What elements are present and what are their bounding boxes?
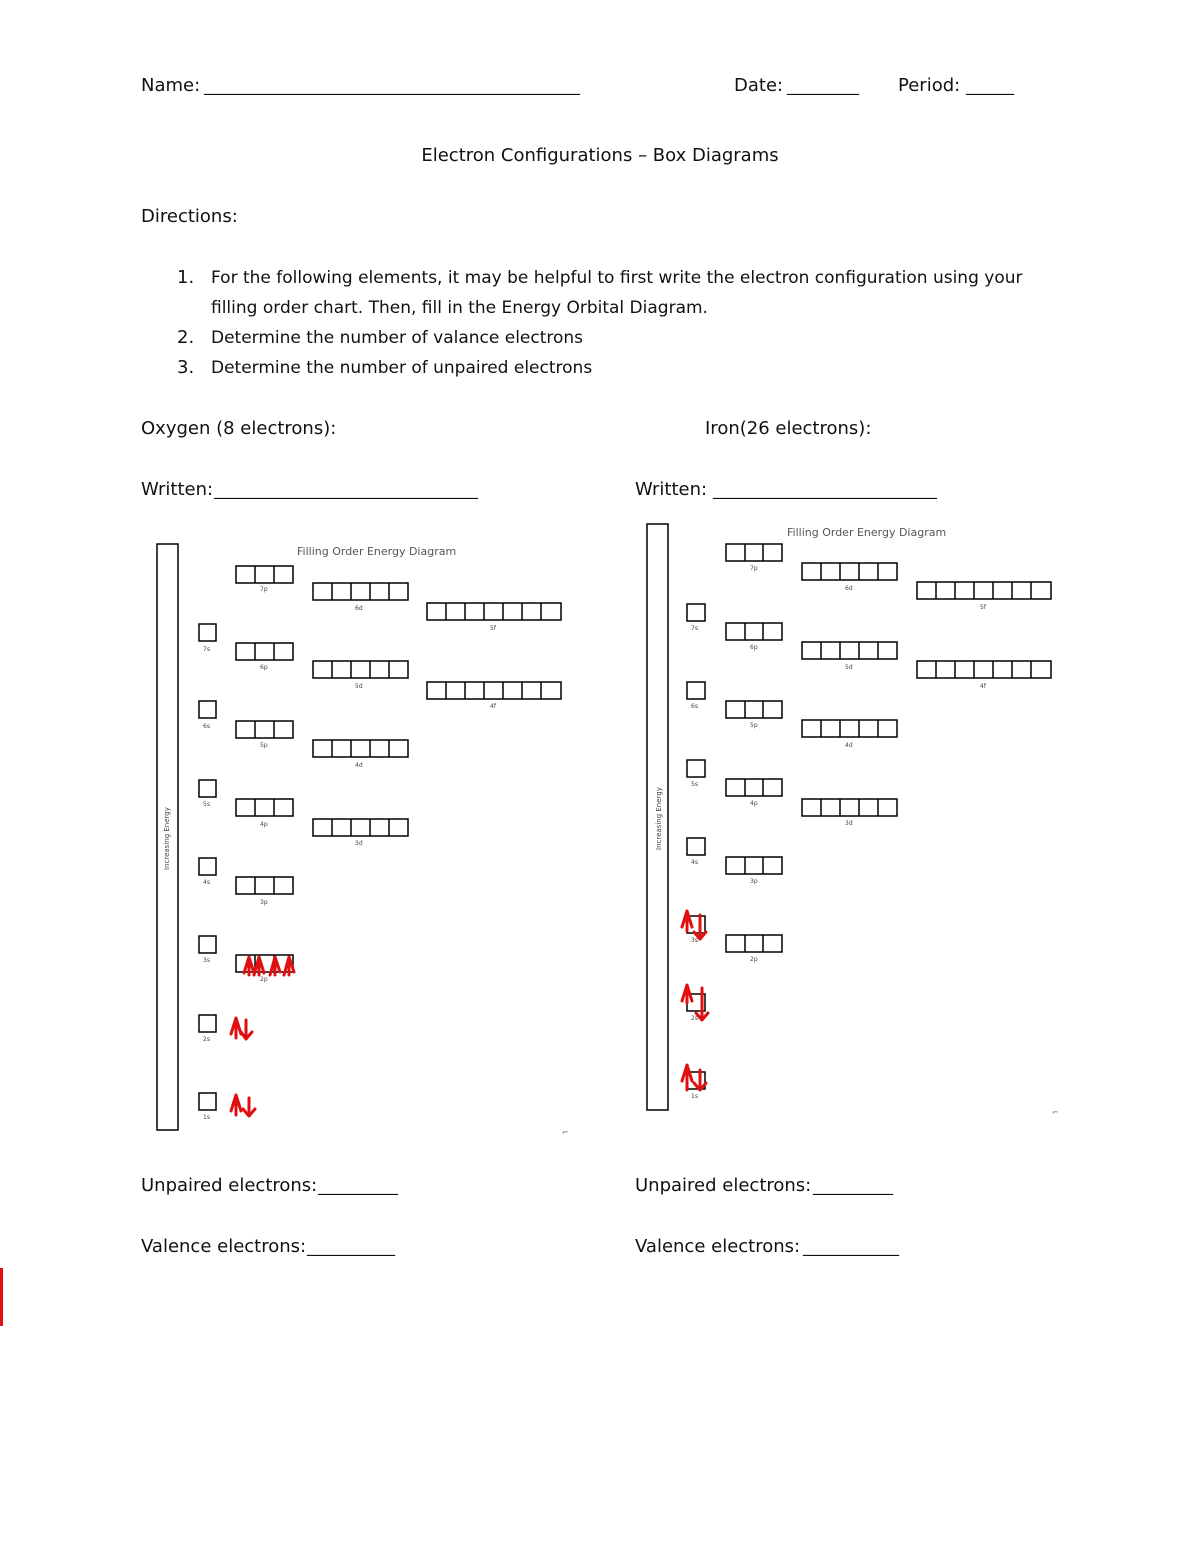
sublevel-label: 7s bbox=[203, 646, 210, 653]
iron-written-label: Written: bbox=[635, 479, 708, 500]
sublevel-label: 5f bbox=[980, 604, 986, 611]
orbital-box-5p bbox=[236, 721, 293, 738]
sublevel-label: 3s bbox=[691, 937, 698, 944]
electron-arrows-3s bbox=[682, 911, 706, 939]
date-label: Date: bbox=[734, 75, 784, 96]
iron-heading: Iron(26 electrons): bbox=[705, 418, 872, 439]
sublevel-label: 6p bbox=[260, 664, 268, 671]
list-item-number: 2. bbox=[177, 327, 195, 348]
orbital-box-4s bbox=[199, 858, 216, 875]
iron-valence-label: Valence electrons: bbox=[635, 1236, 801, 1257]
electron-arrows-1s bbox=[682, 1065, 706, 1090]
period-blank[interactable]: ______ bbox=[966, 76, 1014, 95]
list-item: For the following elements, it may be helpful to first write the electron configuration using your bbox=[211, 268, 1023, 288]
sublevel-label: 4f bbox=[980, 683, 986, 690]
electron-arrows-2s bbox=[231, 1018, 252, 1039]
oxygen-valence-blank[interactable]: ___________ bbox=[307, 1237, 395, 1256]
oxygen-heading: Oxygen (8 electrons): bbox=[141, 418, 337, 439]
sublevel-label: 1s bbox=[203, 1114, 210, 1121]
orbital-box-4s bbox=[687, 838, 705, 855]
orbital-box-7p bbox=[726, 544, 782, 561]
iron-valence-blank[interactable]: ____________ bbox=[803, 1237, 899, 1256]
iron-energy-diagram bbox=[640, 518, 1080, 1118]
sublevel-label: 4d bbox=[355, 762, 363, 769]
sublevel-label: 3s bbox=[203, 957, 210, 964]
orbital-box-6d bbox=[802, 563, 897, 580]
sublevel-label: 3p bbox=[260, 899, 268, 906]
list-item-number: 1. bbox=[177, 267, 195, 288]
sublevel-label: 4d bbox=[845, 742, 853, 749]
sublevel-label: 6d bbox=[355, 605, 363, 612]
iron-unpaired-label: Unpaired electrons: bbox=[635, 1175, 812, 1196]
orbital-box-3s bbox=[199, 936, 216, 953]
orbital-box-4d bbox=[802, 720, 897, 737]
orbital-box-1s bbox=[199, 1093, 216, 1110]
orbital-box-3d bbox=[802, 799, 897, 816]
sublevel-label: 5d bbox=[355, 683, 363, 690]
sublevel-label: 5s bbox=[203, 801, 210, 808]
oxygen-axis-label: Increasing Energy bbox=[163, 807, 171, 870]
oxygen-diagram-title: Filling Order Energy Diagram bbox=[297, 545, 457, 558]
orbital-box-5s bbox=[687, 760, 705, 777]
sublevel-label: 4p bbox=[260, 821, 268, 828]
page-title: Electron Configurations – Box Diagrams bbox=[421, 145, 779, 166]
orbital-box-4p bbox=[236, 799, 293, 816]
sublevel-label: 4f bbox=[490, 703, 496, 710]
orbital-box-3p bbox=[236, 877, 293, 894]
corner-mark: ⌐ bbox=[1052, 1108, 1059, 1117]
electron-arrows-1s bbox=[231, 1095, 255, 1116]
orbital-box-7s bbox=[687, 604, 705, 621]
orbital-box-7p bbox=[236, 566, 293, 583]
oxygen-written-blank[interactable]: _________________________________ bbox=[214, 480, 478, 499]
sublevel-label: 5p bbox=[750, 722, 758, 729]
oxygen-unpaired-blank[interactable]: __________ bbox=[318, 1176, 398, 1195]
orbital-box-5s bbox=[199, 780, 216, 797]
margin-annotation-mark bbox=[0, 1268, 3, 1326]
corner-mark: ⌐ bbox=[562, 1128, 569, 1137]
oxygen-valence-label: Valence electrons: bbox=[141, 1236, 307, 1257]
iron-unpaired-blank[interactable]: __________ bbox=[813, 1176, 893, 1195]
sublevel-label: 2s bbox=[691, 1015, 698, 1022]
sublevel-label: 7s bbox=[691, 625, 698, 632]
iron-axis-label: Increasing Energy bbox=[655, 787, 663, 850]
sublevel-label: 5p bbox=[260, 742, 268, 749]
orbital-box-6p bbox=[236, 643, 293, 660]
sublevel-label: 6s bbox=[203, 723, 210, 730]
oxygen-written-label: Written: bbox=[141, 479, 214, 500]
orbital-box-6s bbox=[199, 701, 216, 718]
sublevel-label: 3p bbox=[750, 878, 758, 885]
date-blank[interactable]: _________ bbox=[787, 76, 859, 95]
name-label: Name: bbox=[141, 75, 201, 96]
orbital-box-4d bbox=[313, 740, 408, 757]
sublevel-label: 7p bbox=[750, 565, 758, 572]
orbital-box-6d bbox=[313, 583, 408, 600]
orbital-box-5d bbox=[313, 661, 408, 678]
sublevel-label: 4p bbox=[750, 800, 758, 807]
sublevel-label: 1s bbox=[691, 1093, 698, 1100]
list-item: Determine the number of valance electrons bbox=[211, 328, 584, 348]
oxygen-energy-diagram bbox=[150, 538, 600, 1138]
orbital-box-4p bbox=[726, 779, 782, 796]
list-item-number: 3. bbox=[177, 357, 195, 378]
oxygen-unpaired-label: Unpaired electrons: bbox=[141, 1175, 318, 1196]
energy-axis-bar bbox=[647, 524, 668, 1110]
sublevel-label: 4s bbox=[203, 879, 210, 886]
orbital-box-3d bbox=[313, 819, 408, 836]
iron-written-blank[interactable]: ____________________________ bbox=[713, 480, 937, 499]
sublevel-label: 5d bbox=[845, 664, 853, 671]
sublevel-label: 2s bbox=[203, 1036, 210, 1043]
sublevel-label: 3d bbox=[845, 820, 853, 827]
iron-diagram-title: Filling Order Energy Diagram bbox=[787, 526, 947, 539]
orbital-box-2s bbox=[199, 1015, 216, 1032]
sublevel-label: 6s bbox=[691, 703, 698, 710]
energy-axis-bar bbox=[157, 544, 178, 1130]
sublevel-label: 2p bbox=[260, 976, 268, 983]
orbital-box-5d bbox=[802, 642, 897, 659]
orbital-box-3p bbox=[726, 857, 782, 874]
directions-heading: Directions: bbox=[141, 206, 238, 227]
orbital-box-2p bbox=[726, 935, 782, 952]
orbital-box-6p bbox=[726, 623, 782, 640]
orbital-box-6s bbox=[687, 682, 705, 699]
list-item: filling order chart. Then, fill in the Energy Orbital Diagram. bbox=[211, 298, 708, 318]
sublevel-label: 2p bbox=[750, 956, 758, 963]
sublevel-label: 6d bbox=[845, 585, 853, 592]
orbital-box-7s bbox=[199, 624, 216, 641]
period-label: Period: bbox=[898, 75, 961, 96]
sublevel-label: 7p bbox=[260, 586, 268, 593]
sublevel-label: 6p bbox=[750, 644, 758, 651]
name-blank[interactable]: _______________________________________________ bbox=[204, 76, 580, 95]
sublevel-label: 5s bbox=[691, 781, 698, 788]
sublevel-label: 4s bbox=[691, 859, 698, 866]
orbital-box-5p bbox=[726, 701, 782, 718]
sublevel-label: 5f bbox=[490, 625, 496, 632]
sublevel-label: 3d bbox=[355, 840, 363, 847]
list-item: Determine the number of unpaired electrons bbox=[211, 358, 593, 378]
